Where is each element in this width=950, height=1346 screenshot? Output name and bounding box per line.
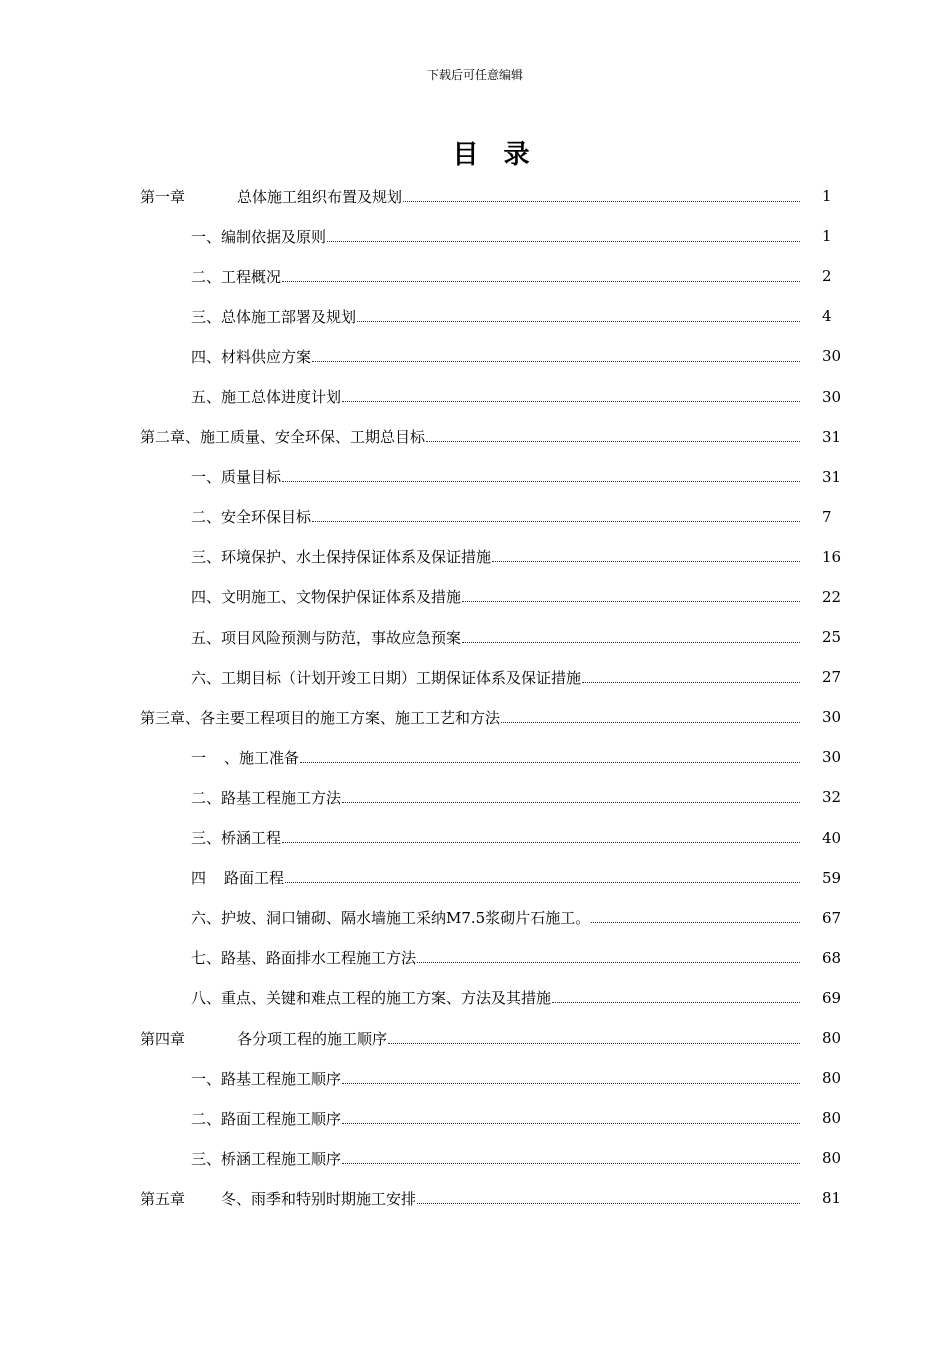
toc-entry-text: 总体施工组织布置及规划 <box>237 187 403 206</box>
toc-entry-text: 三、桥涵工程 <box>191 829 282 848</box>
toc-leader-dots <box>342 401 800 402</box>
toc-entry-label <box>191 627 461 648</box>
toc-leader-dots <box>501 722 800 723</box>
toc-entry-text: 二、工程概况 <box>191 267 282 286</box>
toc-entry-label <box>140 707 500 728</box>
toc-entry[interactable] <box>140 777 860 817</box>
toc-entry-label <box>191 586 461 607</box>
toc-leader-dots <box>417 1203 800 1204</box>
toc-leader-dots <box>357 321 800 322</box>
toc-entry[interactable] <box>140 617 860 657</box>
toc-entry-text: 一、质量目标 <box>191 468 282 487</box>
toc-page-number: 22 <box>822 587 842 606</box>
toc-entry-label <box>191 506 311 527</box>
toc-page-number: 30 <box>822 387 842 406</box>
toc-entry-label <box>140 186 402 207</box>
toc-leader-dots <box>285 882 800 883</box>
toc-entry[interactable] <box>140 818 860 858</box>
toc-entry-prefix: 第一章 <box>140 187 186 206</box>
toc-leader-dots <box>282 481 800 482</box>
toc-entry-text: 路面工程 <box>224 869 285 888</box>
table-of-contents <box>140 176 860 1218</box>
toc-entry-text: 五、项目风险预测与防范，事故应急预案 <box>191 628 462 647</box>
toc-leader-dots <box>312 361 800 362</box>
toc-entry[interactable] <box>140 296 860 336</box>
toc-leader-dots <box>327 241 800 242</box>
toc-entry-label <box>191 546 491 567</box>
toc-entry-text: 各分项工程的施工顺序 <box>237 1029 388 1048</box>
toc-entry[interactable] <box>140 457 860 497</box>
toc-leader-dots <box>342 802 800 803</box>
toc-entry[interactable] <box>140 1178 860 1218</box>
toc-page-number: 59 <box>822 868 842 887</box>
toc-page-number: 30 <box>822 748 842 767</box>
toc-leader-dots <box>492 561 800 562</box>
toc-entry-text: 二、路面工程施工顺序 <box>191 1109 342 1128</box>
toc-entry-label <box>191 226 326 247</box>
toc-entry[interactable] <box>140 176 860 216</box>
toc-leader-dots <box>300 762 800 763</box>
toc-page-number: 69 <box>822 988 842 1007</box>
toc-leader-dots <box>462 601 800 602</box>
toc-leader-dots <box>417 962 800 963</box>
toc-entry[interactable] <box>140 497 860 537</box>
toc-leader-dots <box>591 922 800 923</box>
toc-entry-text: 、施工准备 <box>224 748 300 767</box>
toc-leader-dots <box>342 1083 800 1084</box>
toc-entry-label <box>191 827 281 848</box>
toc-entry-text: 第三章、各主要工程项目的施工方案、施工工艺和方法 <box>140 708 501 727</box>
toc-entry-label <box>191 386 341 407</box>
toc-leader-dots <box>342 1163 800 1164</box>
toc-entry-text: 八、重点、关键和难点工程的施工方案、方法及其措施 <box>191 989 552 1008</box>
toc-page-number: 27 <box>822 668 842 687</box>
toc-page-number: 2 <box>822 267 832 286</box>
toc-entry-prefix: 一 <box>191 748 207 767</box>
toc-entry-label <box>191 947 416 968</box>
toc-entry-text: 三、环境保护、水土保持保证体系及保证措施 <box>191 548 492 567</box>
toc-entry-label <box>191 1108 341 1129</box>
toc-entry-text: 一、编制依据及原则 <box>191 227 327 246</box>
toc-leader-dots <box>426 441 800 442</box>
toc-leader-dots <box>462 642 800 643</box>
toc-page-number: 68 <box>822 948 842 967</box>
toc-entry[interactable] <box>140 938 860 978</box>
toc-leader-dots <box>403 201 800 202</box>
toc-page-number: 4 <box>822 307 832 326</box>
toc-page-number: 67 <box>822 908 842 927</box>
toc-entry-text: 三、总体施工部署及规划 <box>191 307 357 326</box>
toc-entry-text: 六、护坡、洞口铺砌、隔水墙施工采纳M7.5浆砌片石施工。 <box>191 909 591 928</box>
toc-page-number: 30 <box>822 347 842 366</box>
toc-entry-label <box>191 787 341 808</box>
toc-entry[interactable] <box>140 216 860 256</box>
toc-page-number: 16 <box>822 547 842 566</box>
toc-leader-dots <box>388 1043 800 1044</box>
toc-entry[interactable] <box>140 657 860 697</box>
toc-entry-text: 三、桥涵工程施工顺序 <box>191 1149 342 1168</box>
toc-leader-dots <box>282 842 800 843</box>
toc-entry-label <box>191 987 551 1008</box>
toc-page-number: 80 <box>822 1069 842 1088</box>
toc-page-number: 1 <box>822 187 832 206</box>
toc-entry[interactable] <box>140 1058 860 1098</box>
toc-entry[interactable] <box>140 737 860 777</box>
toc-page-number: 7 <box>822 507 832 526</box>
toc-page-number: 40 <box>822 828 842 847</box>
toc-entry[interactable] <box>140 858 860 898</box>
toc-entry[interactable] <box>140 1018 860 1058</box>
toc-entry-text: 二、路基工程施工方法 <box>191 788 342 807</box>
toc-entry-prefix: 第五章 <box>140 1189 186 1208</box>
toc-entry[interactable] <box>140 1138 860 1178</box>
toc-entry-label <box>140 426 425 447</box>
toc-entry[interactable] <box>140 336 860 376</box>
toc-title: 目 录 <box>452 140 538 170</box>
toc-page-number: 81 <box>822 1189 842 1208</box>
toc-entry-text: 四、材料供应方案 <box>191 347 312 366</box>
toc-leader-dots <box>552 1002 800 1003</box>
toc-entry[interactable] <box>140 697 860 737</box>
toc-page-number: 32 <box>822 788 842 807</box>
toc-entry[interactable] <box>140 537 860 577</box>
toc-leader-dots <box>342 1123 800 1124</box>
toc-entry-text: 冬、雨季和特别时期施工安排 <box>221 1189 417 1208</box>
toc-page-number: 1 <box>822 227 832 246</box>
toc-page-number: 31 <box>822 467 842 486</box>
toc-entry-label <box>191 266 281 287</box>
toc-entry-label <box>140 1028 387 1049</box>
toc-entry-label <box>191 907 590 928</box>
toc-leader-dots <box>582 682 800 683</box>
toc-entry-text: 一、路基工程施工顺序 <box>191 1069 342 1088</box>
toc-entry-text: 四、文明施工、文物保护保证体系及措施 <box>191 588 462 607</box>
toc-entry-prefix: 四 <box>191 869 207 888</box>
toc-entry-label <box>191 346 311 367</box>
toc-entry-label <box>191 1068 341 1089</box>
toc-page-number: 80 <box>822 1149 842 1168</box>
toc-leader-dots <box>282 281 800 282</box>
toc-entry-text: 五、施工总体进度计划 <box>191 388 342 407</box>
toc-entry[interactable] <box>140 577 860 617</box>
toc-entry[interactable] <box>140 376 860 416</box>
toc-entry[interactable] <box>140 1098 860 1138</box>
toc-entry-prefix: 第四章 <box>140 1029 186 1048</box>
toc-entry[interactable] <box>140 256 860 296</box>
toc-entry-text: 第二章、施工质量、安全环保、工期总目标 <box>140 428 426 447</box>
toc-entry[interactable] <box>140 898 860 938</box>
toc-leader-dots <box>312 521 800 522</box>
toc-entry-text: 二、安全环保目标 <box>191 508 312 527</box>
toc-page-number: 31 <box>822 427 842 446</box>
toc-entry[interactable] <box>140 417 860 457</box>
toc-entry-label <box>191 1148 341 1169</box>
toc-entry-label <box>191 306 356 327</box>
page-header: 下载后可任意编辑 <box>426 68 523 82</box>
toc-entry-text: 七、路基、路面排水工程施工方法 <box>191 949 417 968</box>
toc-entry-label <box>191 466 281 487</box>
toc-page-number: 25 <box>822 628 842 647</box>
toc-entry-text: 六、工期目标（计划开竣工日期）工期保证体系及保证措施 <box>191 668 582 687</box>
toc-entry-label <box>140 1188 416 1209</box>
toc-page-number: 80 <box>822 1029 842 1048</box>
toc-entry-label <box>191 867 284 888</box>
toc-entry-label <box>191 667 581 688</box>
toc-entry-label <box>191 747 299 768</box>
toc-entry[interactable] <box>140 978 860 1018</box>
toc-page-number: 30 <box>822 708 842 727</box>
toc-page-number: 80 <box>822 1109 842 1128</box>
